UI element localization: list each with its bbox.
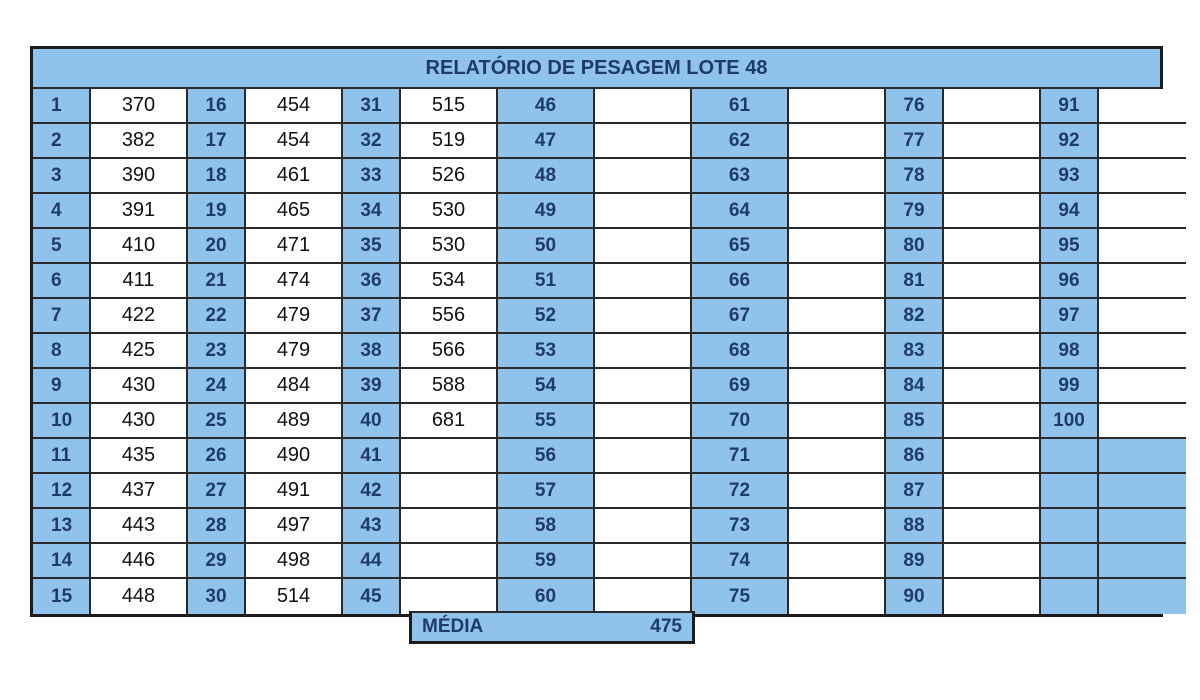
weight-value-cell — [944, 264, 1041, 299]
weight-value-cell — [1099, 334, 1186, 369]
weight-value-cell: 465 — [246, 194, 343, 229]
animal-number-cell: 62 — [692, 124, 789, 159]
weight-value-cell — [1099, 124, 1186, 159]
weight-value-cell — [595, 89, 692, 124]
animal-number-cell: 7 — [33, 299, 91, 334]
weight-value-cell: 474 — [246, 264, 343, 299]
weight-value-cell — [595, 369, 692, 404]
animal-number-cell: 60 — [498, 579, 595, 614]
weight-value-cell — [944, 89, 1041, 124]
animal-number-cell: 2 — [33, 124, 91, 159]
animal-number-cell: 87 — [886, 474, 944, 509]
weight-value-cell — [789, 544, 886, 579]
average-value: 475 — [650, 616, 682, 637]
weight-value-cell — [944, 194, 1041, 229]
weight-value-cell — [789, 89, 886, 124]
weight-value-cell — [944, 404, 1041, 439]
weight-value-cell: 446 — [91, 544, 188, 579]
animal-number-cell: 17 — [188, 124, 246, 159]
animal-number-cell: 98 — [1041, 334, 1099, 369]
animal-number-cell: 29 — [188, 544, 246, 579]
animal-number-cell: 39 — [343, 369, 401, 404]
animal-number-cell: 65 — [692, 229, 789, 264]
animal-number-cell: 97 — [1041, 299, 1099, 334]
animal-number-cell: 46 — [498, 89, 595, 124]
animal-number-cell: 100 — [1041, 404, 1099, 439]
weight-value-cell — [789, 334, 886, 369]
weight-value-cell — [789, 439, 886, 474]
weight-value-cell — [401, 439, 498, 474]
weight-value-cell: 489 — [246, 404, 343, 439]
weight-value-cell: 556 — [401, 299, 498, 334]
animal-number-cell — [1041, 509, 1099, 544]
animal-number-cell: 80 — [886, 229, 944, 264]
animal-number-cell: 37 — [343, 299, 401, 334]
animal-number-cell: 94 — [1041, 194, 1099, 229]
weight-value-cell: 422 — [91, 299, 188, 334]
weight-value-cell: 681 — [401, 404, 498, 439]
weight-value-cell — [401, 474, 498, 509]
weight-value-cell: 430 — [91, 369, 188, 404]
animal-number-cell: 85 — [886, 404, 944, 439]
weight-value-cell: 566 — [401, 334, 498, 369]
weight-value-cell: 471 — [246, 229, 343, 264]
animal-number-cell: 52 — [498, 299, 595, 334]
animal-number-cell: 56 — [498, 439, 595, 474]
animal-number-cell: 82 — [886, 299, 944, 334]
weight-value-cell: 530 — [401, 229, 498, 264]
weight-grid — [33, 89, 1160, 614]
animal-number-cell: 9 — [33, 369, 91, 404]
weight-value-cell — [789, 264, 886, 299]
weight-value-cell: 448 — [91, 579, 188, 614]
animal-number-cell: 75 — [692, 579, 789, 614]
animal-number-cell: 49 — [498, 194, 595, 229]
weight-value-cell — [1099, 544, 1186, 579]
weight-value-cell: 519 — [401, 124, 498, 159]
animal-number-cell: 72 — [692, 474, 789, 509]
animal-number-cell: 83 — [886, 334, 944, 369]
weight-value-cell — [944, 439, 1041, 474]
weight-value-cell — [789, 369, 886, 404]
weight-value-cell — [595, 439, 692, 474]
animal-number-cell — [1041, 544, 1099, 579]
animal-number-cell: 12 — [33, 474, 91, 509]
animal-number-cell: 27 — [188, 474, 246, 509]
weight-value-cell: 454 — [246, 89, 343, 124]
animal-number-cell: 35 — [343, 229, 401, 264]
weight-value-cell — [1099, 579, 1186, 614]
animal-number-cell: 66 — [692, 264, 789, 299]
weight-value-cell — [1099, 369, 1186, 404]
animal-number-cell: 59 — [498, 544, 595, 579]
animal-number-cell: 36 — [343, 264, 401, 299]
animal-number-cell: 47 — [498, 124, 595, 159]
animal-number-cell: 5 — [33, 229, 91, 264]
weight-value-cell: 410 — [91, 229, 188, 264]
weight-value-cell — [595, 229, 692, 264]
animal-number-cell: 70 — [692, 404, 789, 439]
animal-number-cell: 90 — [886, 579, 944, 614]
animal-number-cell: 51 — [498, 264, 595, 299]
weight-value-cell — [595, 509, 692, 544]
animal-number-cell: 23 — [188, 334, 246, 369]
weight-value-cell — [595, 124, 692, 159]
animal-number-cell: 95 — [1041, 229, 1099, 264]
animal-number-cell: 38 — [343, 334, 401, 369]
weight-value-cell — [944, 369, 1041, 404]
animal-number-cell: 54 — [498, 369, 595, 404]
animal-number-cell: 78 — [886, 159, 944, 194]
animal-number-cell: 44 — [343, 544, 401, 579]
weight-value-cell: 443 — [91, 509, 188, 544]
weight-value-cell — [789, 474, 886, 509]
animal-number-cell: 18 — [188, 159, 246, 194]
average-label: MÉDIA — [422, 616, 484, 637]
weight-value-cell: 490 — [246, 439, 343, 474]
animal-number-cell: 71 — [692, 439, 789, 474]
weight-value-cell — [944, 579, 1041, 614]
animal-number-cell: 22 — [188, 299, 246, 334]
animal-number-cell: 43 — [343, 509, 401, 544]
animal-number-cell: 45 — [343, 579, 401, 614]
animal-number-cell: 26 — [188, 439, 246, 474]
weight-value-cell: 514 — [246, 579, 343, 614]
animal-number-cell: 31 — [343, 89, 401, 124]
weight-value-cell — [789, 404, 886, 439]
animal-number-cell: 55 — [498, 404, 595, 439]
weight-value-cell — [789, 229, 886, 264]
weight-value-cell — [595, 194, 692, 229]
animal-number-cell: 92 — [1041, 124, 1099, 159]
animal-number-cell: 48 — [498, 159, 595, 194]
weighing-report-sheet — [30, 46, 1163, 617]
animal-number-cell: 15 — [33, 579, 91, 614]
average-box — [409, 611, 695, 644]
weight-value-cell — [789, 509, 886, 544]
weight-value-cell — [1099, 264, 1186, 299]
weight-value-cell — [1099, 299, 1186, 334]
weight-value-cell: 370 — [91, 89, 188, 124]
weight-value-cell — [789, 159, 886, 194]
animal-number-cell: 69 — [692, 369, 789, 404]
weight-value-cell: 461 — [246, 159, 343, 194]
weight-value-cell: 382 — [91, 124, 188, 159]
weight-value-cell — [789, 124, 886, 159]
report-title: RELATÓRIO DE PESAGEM LOTE 48 — [33, 49, 1160, 89]
animal-number-cell: 8 — [33, 334, 91, 369]
weight-value-cell: 588 — [401, 369, 498, 404]
weight-value-cell — [595, 474, 692, 509]
animal-number-cell — [1041, 579, 1099, 614]
animal-number-cell: 10 — [33, 404, 91, 439]
animal-number-cell: 6 — [33, 264, 91, 299]
animal-number-cell: 96 — [1041, 264, 1099, 299]
animal-number-cell: 1 — [33, 89, 91, 124]
weight-value-cell: 515 — [401, 89, 498, 124]
animal-number-cell: 41 — [343, 439, 401, 474]
animal-number-cell: 4 — [33, 194, 91, 229]
animal-number-cell: 34 — [343, 194, 401, 229]
weight-value-cell — [789, 194, 886, 229]
animal-number-cell: 3 — [33, 159, 91, 194]
weight-value-cell — [1099, 404, 1186, 439]
weight-value-cell: 391 — [91, 194, 188, 229]
animal-number-cell: 33 — [343, 159, 401, 194]
weight-value-cell — [1099, 439, 1186, 474]
weight-value-cell — [595, 334, 692, 369]
animal-number-cell: 61 — [692, 89, 789, 124]
animal-number-cell: 13 — [33, 509, 91, 544]
weight-value-cell: 526 — [401, 159, 498, 194]
weight-value-cell: 430 — [91, 404, 188, 439]
animal-number-cell: 40 — [343, 404, 401, 439]
weight-value-cell: 491 — [246, 474, 343, 509]
animal-number-cell: 74 — [692, 544, 789, 579]
weight-value-cell — [1099, 89, 1186, 124]
animal-number-cell: 53 — [498, 334, 595, 369]
weight-value-cell — [944, 299, 1041, 334]
weight-value-cell — [595, 579, 692, 614]
weight-value-cell — [944, 159, 1041, 194]
animal-number-cell: 28 — [188, 509, 246, 544]
weight-value-cell: 437 — [91, 474, 188, 509]
weight-value-cell: 435 — [91, 439, 188, 474]
animal-number-cell: 24 — [188, 369, 246, 404]
animal-number-cell: 21 — [188, 264, 246, 299]
animal-number-cell: 99 — [1041, 369, 1099, 404]
weight-value-cell: 454 — [246, 124, 343, 159]
weight-value-cell — [1099, 509, 1186, 544]
weight-value-cell: 411 — [91, 264, 188, 299]
animal-number-cell: 14 — [33, 544, 91, 579]
weight-value-cell: 390 — [91, 159, 188, 194]
weight-value-cell — [401, 544, 498, 579]
animal-number-cell: 68 — [692, 334, 789, 369]
weight-value-cell — [1099, 194, 1186, 229]
weight-value-cell — [944, 509, 1041, 544]
weight-value-cell: 498 — [246, 544, 343, 579]
weight-value-cell: 479 — [246, 334, 343, 369]
weight-value-cell — [944, 474, 1041, 509]
animal-number-cell: 57 — [498, 474, 595, 509]
animal-number-cell: 30 — [188, 579, 246, 614]
animal-number-cell: 84 — [886, 369, 944, 404]
animal-number-cell: 20 — [188, 229, 246, 264]
weight-value-cell — [401, 509, 498, 544]
weight-value-cell: 530 — [401, 194, 498, 229]
weight-value-cell: 425 — [91, 334, 188, 369]
animal-number-cell: 76 — [886, 89, 944, 124]
weight-value-cell — [944, 124, 1041, 159]
animal-number-cell: 88 — [886, 509, 944, 544]
weight-value-cell — [944, 334, 1041, 369]
animal-number-cell: 77 — [886, 124, 944, 159]
weight-value-cell — [595, 299, 692, 334]
animal-number-cell: 73 — [692, 509, 789, 544]
weight-value-cell — [789, 299, 886, 334]
animal-number-cell: 11 — [33, 439, 91, 474]
weight-value-cell — [595, 159, 692, 194]
weight-value-cell: 534 — [401, 264, 498, 299]
animal-number-cell: 50 — [498, 229, 595, 264]
animal-number-cell: 42 — [343, 474, 401, 509]
animal-number-cell: 63 — [692, 159, 789, 194]
animal-number-cell: 93 — [1041, 159, 1099, 194]
animal-number-cell: 86 — [886, 439, 944, 474]
animal-number-cell: 89 — [886, 544, 944, 579]
weight-value-cell: 479 — [246, 299, 343, 334]
weight-value-cell — [1099, 474, 1186, 509]
animal-number-cell: 19 — [188, 194, 246, 229]
weight-value-cell — [1099, 159, 1186, 194]
animal-number-cell: 25 — [188, 404, 246, 439]
animal-number-cell — [1041, 474, 1099, 509]
animal-number-cell: 64 — [692, 194, 789, 229]
animal-number-cell: 16 — [188, 89, 246, 124]
weight-value-cell — [944, 544, 1041, 579]
animal-number-cell: 32 — [343, 124, 401, 159]
weight-value-cell — [789, 579, 886, 614]
animal-number-cell: 79 — [886, 194, 944, 229]
animal-number-cell: 67 — [692, 299, 789, 334]
weight-value-cell — [595, 544, 692, 579]
weight-value-cell: 497 — [246, 509, 343, 544]
weight-value-cell — [1099, 229, 1186, 264]
animal-number-cell — [1041, 439, 1099, 474]
weight-value-cell: 484 — [246, 369, 343, 404]
animal-number-cell: 81 — [886, 264, 944, 299]
weight-value-cell — [595, 404, 692, 439]
weight-value-cell — [595, 264, 692, 299]
weight-value-cell — [944, 229, 1041, 264]
weight-value-cell — [401, 579, 498, 614]
animal-number-cell: 58 — [498, 509, 595, 544]
animal-number-cell: 91 — [1041, 89, 1099, 124]
